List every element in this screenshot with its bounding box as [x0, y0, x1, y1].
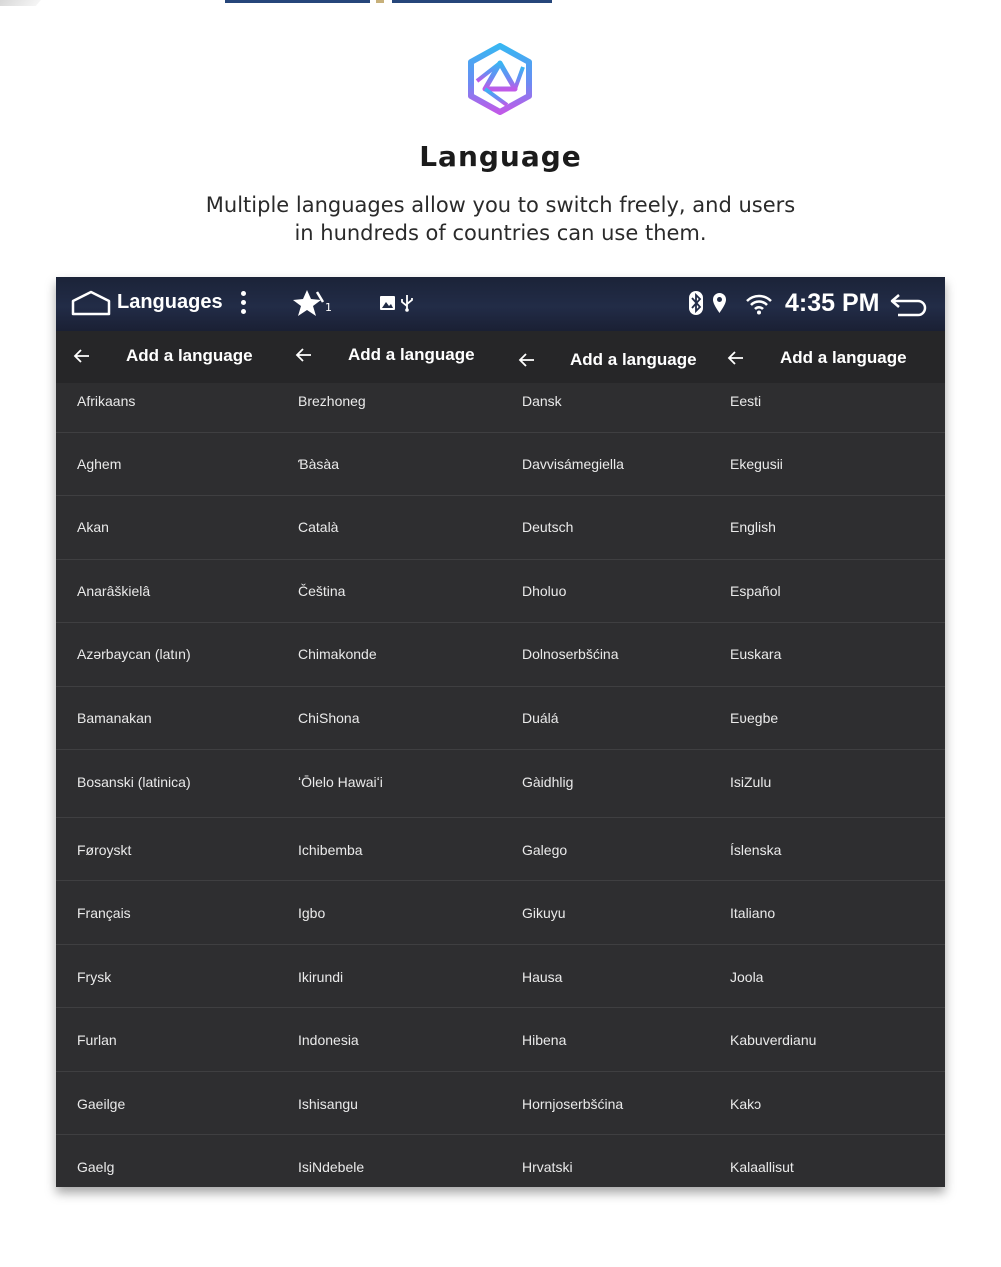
language-item[interactable]: Akan [77, 519, 109, 535]
device-screen [56, 277, 945, 1187]
app-title: Languages [117, 291, 223, 313]
language-item[interactable]: Dholuo [522, 583, 567, 599]
language-item[interactable]: Hornjoserbšćina [522, 1096, 624, 1112]
language-item[interactable]: Eesti [730, 393, 762, 409]
list-divider [278, 686, 503, 687]
list-divider [712, 749, 945, 750]
language-item[interactable]: Furlan [77, 1032, 117, 1048]
list-divider [503, 1134, 712, 1135]
list-divider [503, 559, 712, 560]
language-item[interactable]: Ishisangu [298, 1096, 358, 1112]
list-divider [56, 749, 278, 750]
language-item[interactable]: Gàidhlig [522, 774, 574, 790]
list-divider [56, 1007, 278, 1008]
list-divider [278, 1071, 503, 1072]
list-divider [503, 622, 712, 623]
list-divider [712, 1071, 945, 1072]
language-logo-icon [467, 43, 533, 115]
language-item[interactable]: Davvisámegiella [522, 456, 624, 472]
list-divider [712, 495, 945, 496]
list-divider [278, 1134, 503, 1135]
list-divider [712, 1007, 945, 1008]
list-divider [503, 686, 712, 687]
language-item[interactable]: Ikirundi [298, 969, 344, 985]
language-panel [712, 331, 945, 1187]
list-divider [56, 944, 278, 945]
list-divider [712, 817, 945, 818]
language-item[interactable]: Ɓàsàa [298, 456, 339, 472]
language-item[interactable]: Joola [730, 969, 764, 985]
language-item[interactable]: English [730, 519, 776, 535]
description-line-2: in hundreds of countries can use them. [294, 221, 707, 245]
language-item[interactable]: Dolnoserbšćina [522, 646, 619, 662]
back-arrow-icon[interactable] [726, 348, 746, 368]
language-item[interactable]: Frysk [77, 969, 112, 985]
page-description [0, 191, 1001, 247]
language-item[interactable]: Bosanski (latinica) [77, 774, 191, 790]
wifi-icon [746, 293, 772, 315]
language-panel [503, 331, 712, 1187]
usb-icon [400, 294, 414, 312]
language-item[interactable]: Azərbaycan (latın) [77, 646, 191, 662]
language-item[interactable]: Bamanakan [77, 710, 152, 726]
back-icon[interactable] [890, 290, 930, 318]
list-divider [278, 559, 503, 560]
language-item[interactable]: Español [730, 583, 781, 599]
list-divider [712, 559, 945, 560]
list-divider [503, 432, 712, 433]
top-decoration [0, 0, 1001, 12]
language-panel [278, 331, 503, 1187]
language-item[interactable]: IsiNdebele [298, 1159, 365, 1175]
list-divider [712, 432, 945, 433]
list-divider [278, 432, 503, 433]
language-item[interactable]: Chimakonde [298, 646, 377, 662]
back-arrow-icon[interactable] [294, 345, 314, 365]
location-icon [712, 292, 727, 314]
list-divider [278, 817, 503, 818]
list-divider [503, 1071, 712, 1072]
list-divider [278, 495, 503, 496]
bluetooth-icon [688, 291, 704, 315]
panel-title: Add a language [126, 346, 253, 365]
list-divider [503, 944, 712, 945]
list-divider [56, 817, 278, 818]
language-item[interactable]: Galego [522, 842, 568, 858]
language-item[interactable]: Eʋegbe [730, 710, 779, 726]
panel-title: Add a language [570, 350, 697, 369]
language-item[interactable]: Brezhoneg [298, 393, 366, 409]
language-item[interactable]: Igbo [298, 905, 326, 921]
language-item[interactable]: Anarâškielâ [77, 583, 151, 599]
language-panel [56, 331, 278, 1187]
more-icon[interactable] [239, 291, 247, 317]
status-bar [56, 277, 945, 331]
list-divider [56, 622, 278, 623]
back-arrow-icon[interactable] [72, 346, 92, 366]
list-divider [503, 749, 712, 750]
list-divider [278, 622, 503, 623]
language-item[interactable]: Gaelg [77, 1159, 115, 1175]
list-divider [56, 1134, 278, 1135]
clock: 4:35 PM [785, 289, 880, 317]
language-item[interactable]: Euskara [730, 646, 782, 662]
language-item[interactable]: Aghem [77, 456, 122, 472]
list-divider [712, 944, 945, 945]
language-item[interactable]: Kabuverdianu [730, 1032, 817, 1048]
language-item[interactable]: Hausa [522, 969, 563, 985]
language-item[interactable]: Ekegusii [730, 456, 783, 472]
language-item[interactable]: Čeština [298, 583, 346, 599]
list-divider [278, 944, 503, 945]
list-divider [712, 622, 945, 623]
language-item[interactable]: Íslenska [730, 842, 782, 858]
star-count: 1 [325, 301, 332, 314]
language-item[interactable]: Indonesia [298, 1032, 359, 1048]
description-line-1: Multiple languages allow you to switch freely, and users [205, 193, 796, 217]
list-divider [503, 880, 712, 881]
back-arrow-icon[interactable] [517, 350, 537, 370]
list-divider [712, 880, 945, 881]
panel-title: Add a language [348, 345, 475, 364]
language-item[interactable]: IsiZulu [730, 774, 772, 790]
list-divider [278, 880, 503, 881]
list-divider [56, 432, 278, 433]
list-divider [503, 495, 712, 496]
list-divider [712, 1134, 945, 1135]
list-divider [56, 686, 278, 687]
language-item[interactable]: Kalaallisut [730, 1159, 794, 1175]
language-item[interactable]: Føroyskt [77, 842, 132, 858]
language-item[interactable]: Gikuyu [522, 905, 566, 921]
language-item[interactable]: Afrikaans [77, 393, 136, 409]
star-icon[interactable] [293, 288, 329, 320]
list-divider [712, 686, 945, 687]
language-item[interactable]: Français [77, 905, 131, 921]
list-divider [56, 495, 278, 496]
language-item[interactable]: Hibena [522, 1032, 567, 1048]
list-divider [503, 1007, 712, 1008]
language-item[interactable]: Català [298, 519, 339, 535]
panel-title: Add a language [780, 348, 907, 367]
list-divider [278, 1007, 503, 1008]
language-item[interactable]: Italiano [730, 905, 776, 921]
list-divider [56, 1071, 278, 1072]
language-item[interactable]: Dansk [522, 393, 562, 409]
list-divider [278, 749, 503, 750]
language-item[interactable]: ʻŌlelo Hawaiʻi [298, 774, 383, 790]
list-divider [503, 817, 712, 818]
language-item[interactable]: ChiShona [298, 710, 360, 726]
language-item[interactable]: Gaeilge [77, 1096, 126, 1112]
language-item[interactable]: Deutsch [522, 519, 574, 535]
language-item[interactable]: Duálá [522, 710, 559, 726]
image-icon [380, 296, 395, 310]
language-item[interactable]: Hrvatski [522, 1159, 573, 1175]
list-divider [56, 880, 278, 881]
language-item[interactable]: Ichibemba [298, 842, 363, 858]
list-divider [56, 559, 278, 560]
home-icon[interactable] [70, 289, 112, 317]
language-item[interactable]: Kakɔ [730, 1096, 762, 1112]
page-title: Language [419, 140, 582, 173]
